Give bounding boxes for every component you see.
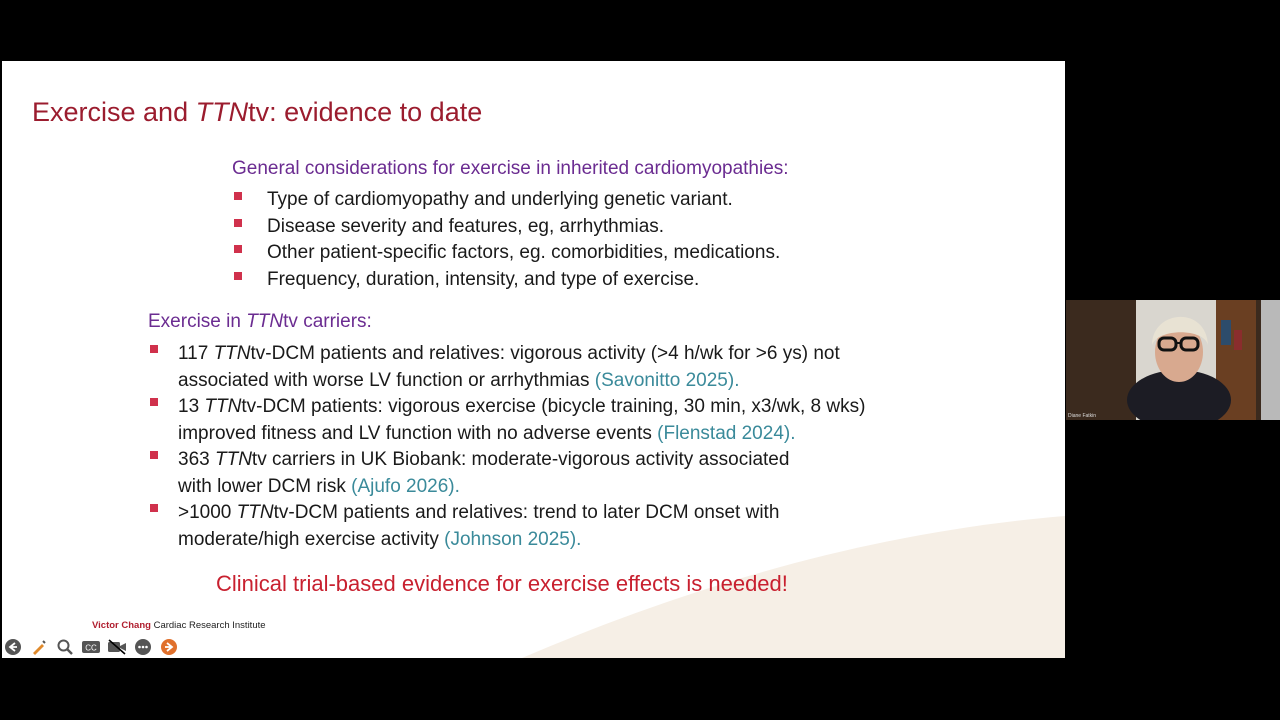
evidence-item: 13 TTNtv-DCM patients: vigorous exercise (bicycle training, 30 min, x3/wk, 8 wks) improved fitness and LV function with no adverse events (Flenstad 2024). [150, 394, 865, 447]
captions-icon[interactable] [80, 636, 102, 658]
bullet-icon [234, 245, 242, 253]
evidence-item: 363 TTNtv carriers in UK Biobank: moderate-vigorous activity associated with lower DCM risk (Ajufo 2026). [150, 447, 865, 500]
video-off-icon[interactable] [106, 636, 128, 658]
zoom-icon[interactable] [54, 636, 76, 658]
next-arrow-icon[interactable] [158, 636, 180, 658]
slide-title: Exercise and TTNtv: evidence to date [32, 97, 483, 127]
bullet-icon [150, 398, 158, 406]
bullet-icon [150, 451, 158, 459]
participant-name-label: Diane Fatkin [1068, 413, 1097, 419]
evidence-item: >1000 TTNtv-DCM patients and relatives: trend to later DCM onset with moderate/high exercise activity (Johnson 2025). [150, 500, 865, 553]
bullet-icon [234, 192, 242, 200]
speaker-video-icon [1066, 300, 1280, 420]
general-considerations-heading: General considerations for exercise in inherited cardiomyopathies: [232, 158, 789, 179]
bullet-icon [150, 504, 158, 512]
carriers-heading: Exercise in TTNtv carriers: [148, 311, 372, 332]
citation: (Flenstad 2024). [657, 422, 796, 444]
list-item: Frequency, duration, intensity, and type of exercise. [234, 267, 780, 294]
list-item: Other patient-specific factors, eg. comorbidities, medications. [234, 240, 780, 267]
svg-text:CC: CC [85, 643, 97, 653]
bullet-icon [234, 272, 242, 280]
webcam-video-feed [1066, 300, 1280, 420]
evidence-item: 117 TTNtv-DCM patients and relatives: vigorous activity (>4 h/wk for >6 ys) not associated with worse LV function or arrhythmias (Savonitto 2025). [150, 341, 865, 394]
list-item: Type of cardiomyopathy and underlying genetic variant. [234, 187, 780, 214]
slideshow-toolbar [2, 636, 180, 658]
more-icon[interactable] [132, 636, 154, 658]
bullet-icon [150, 345, 158, 353]
back-arrow-icon[interactable] [2, 636, 24, 658]
citation: (Savonitto 2025). [594, 369, 740, 391]
presentation-slide [2, 61, 1065, 658]
citation: (Johnson 2025). [444, 528, 582, 550]
citation: (Ajufo 2026). [351, 475, 460, 497]
bullet-icon [234, 219, 242, 227]
evidence-list [150, 341, 865, 553]
callout-text: Clinical trial-based evidence for exercise effects is needed! [216, 571, 788, 596]
list-item: Disease severity and features, eg, arrhythmias. [234, 214, 780, 241]
general-considerations-list [234, 187, 780, 293]
institute-logo-text: Victor Chang Cardiac Research Institute [92, 620, 266, 631]
pen-icon[interactable] [28, 636, 50, 658]
